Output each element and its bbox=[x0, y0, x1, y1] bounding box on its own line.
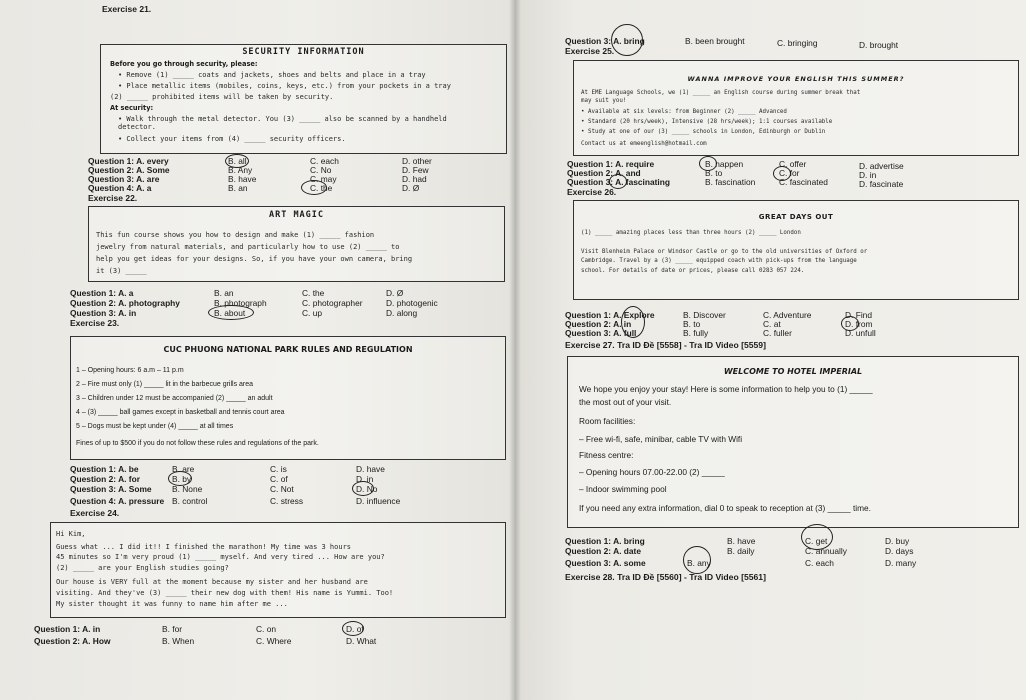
ex26-q2-b: B. to bbox=[683, 319, 701, 329]
ex23-q1-d: D. have bbox=[356, 464, 385, 474]
ex27-line-4: – Free wi-fi, safe, minibar, cable TV with Wifi bbox=[579, 434, 743, 444]
ex24-line-4: (2) _____ are your English studies going? bbox=[56, 564, 229, 572]
ex21-q2-b: B. Any bbox=[228, 165, 253, 175]
ex22-q3: Question 3: A. in bbox=[70, 308, 137, 318]
ex22-line-1: This fun course shows you how to design and make (1) _____ fashion bbox=[96, 231, 375, 239]
ex22-line-2: jewelry from natural materials, and particularly how to use (2) _____ to bbox=[96, 243, 400, 251]
answer-mark-circle bbox=[301, 180, 327, 195]
ex24-line-2: Guess what ... I did it!! I finished the marathon! My time was 3 hours bbox=[56, 543, 352, 551]
ex22-q2-c: C. photographer bbox=[302, 298, 363, 308]
ex24-q2: Question 2: A. How bbox=[34, 636, 111, 646]
ex23-q2-b: B. by bbox=[172, 474, 192, 484]
ex26-q2-d: D. from bbox=[845, 319, 873, 329]
ex27-q2-b: B. daily bbox=[727, 546, 755, 556]
ex26-q1-d: D. Find bbox=[845, 310, 872, 320]
ex22-q3-d: D. along bbox=[386, 308, 418, 318]
ex21-line-5: • Walk through the metal detector. You (3) _____ also be scanned by a handheld bbox=[118, 115, 447, 123]
ex27-line-7: – Indoor swimming pool bbox=[579, 484, 667, 494]
ex26-q2: Question 2: A. in bbox=[565, 319, 632, 329]
ex22-q3-b: B. about bbox=[214, 308, 246, 318]
ex27-q3-c: C. each bbox=[805, 558, 834, 568]
ex21-q4-c: C. the bbox=[310, 183, 333, 193]
ex21-q3-b: B. have bbox=[228, 174, 257, 184]
ex23-line-5: 5 – Dogs must be kept under (4) _____ at all times bbox=[76, 423, 234, 430]
ex25-line-6: Contact us at emeenglish@hotmail.com bbox=[581, 141, 707, 147]
ex26-q1-b: B. Discover bbox=[683, 310, 726, 320]
exercise-22-title: Exercise 22. bbox=[88, 193, 138, 203]
ex23-q3-b: B. None bbox=[172, 484, 203, 494]
ex25-q2-c: C. for bbox=[779, 168, 800, 178]
ex27-q3-b: B. any bbox=[687, 558, 711, 568]
ex26-q3-c: C. fuller bbox=[763, 328, 792, 338]
ex25-q1-c: C. offer bbox=[779, 159, 807, 169]
ex22-q1-c: C. the bbox=[302, 288, 325, 298]
ex24-line-1: Hi Kim, bbox=[56, 530, 86, 538]
ex25-line-3: • Available at six levels: from Beginner (2) _____ Advanced bbox=[581, 109, 787, 115]
ex23-q2-d: D. in bbox=[356, 474, 374, 484]
ex26-q3-b: B. fully bbox=[683, 328, 709, 338]
ex21-q4-d: D. Ø bbox=[402, 183, 420, 193]
ex22-q2: Question 2: A. photography bbox=[70, 298, 180, 308]
ex21-q4-b: B. an bbox=[228, 183, 248, 193]
exercise-28-title: Exercise 28. Tra ID Đề [5560] - Tra ID Video [5561] bbox=[565, 572, 766, 582]
ex27-q1: Question 1: A. bring bbox=[565, 536, 645, 546]
ex26-q1-c: C. Adventure bbox=[763, 310, 812, 320]
ex22-q2-d: D. photogenic bbox=[386, 298, 438, 308]
ex22-line-3: help you get ideas for your designs. So, if you have your own camera, bring bbox=[96, 255, 413, 263]
ex27-line-3: Room facilities: bbox=[579, 416, 636, 426]
ex24-line-5: Our house is VERY full at the moment because my sister and her husband are bbox=[56, 578, 368, 586]
answer-mark-circle bbox=[352, 481, 374, 496]
great-days-out-title: GREAT DAYS OUT bbox=[758, 213, 834, 221]
ex23-q4-b: B. control bbox=[172, 496, 208, 506]
answer-mark-circle bbox=[841, 316, 859, 331]
exercise-21-title: Exercise 21. bbox=[102, 4, 152, 14]
ex23-q2-c: C. of bbox=[270, 474, 288, 484]
ex24-q1: Question 1: A. in bbox=[34, 624, 101, 634]
ex25-line-2: may suit you! bbox=[581, 98, 627, 104]
ex25-line-5: • Study at one of our (3) _____ schools in London, Edinburgh or Dublin bbox=[581, 129, 826, 135]
ex27-q1-d: D. buy bbox=[885, 536, 910, 546]
ex21-line-7: • Collect your items from (4) _____ security officers. bbox=[118, 135, 346, 143]
ex25-q3-c: C. fascinated bbox=[779, 177, 828, 187]
ex24-q3-d: D. brought bbox=[859, 40, 899, 50]
ex26-q1: Question 1: A. Explore bbox=[565, 310, 655, 320]
ex25-q2: Question 2: A. and bbox=[567, 168, 641, 178]
ex24-q1-d: D. of bbox=[346, 624, 364, 634]
ex26-line-4: school. For details of date or prices, please call 0283 057 224. bbox=[581, 268, 805, 274]
ex24-q3-c: C. bringing bbox=[777, 38, 818, 48]
ex21-q2-c: C. No bbox=[310, 165, 332, 175]
book-fold-shadow bbox=[509, 0, 521, 700]
ex23-line-4: 4 – (3) _____ ball games except in basketball and tennis court area bbox=[76, 409, 285, 416]
ex21-q2-d: D. Few bbox=[402, 165, 429, 175]
ex25-q2-b: B. to bbox=[705, 168, 723, 178]
ex26-q3-d: D. unfull bbox=[845, 328, 876, 338]
ex21-line-2: • Place metallic items (mobiles, coins, keys, etc.) from your pockets in a tray bbox=[118, 82, 451, 90]
ex21-q3: Question 3: A. are bbox=[88, 174, 160, 184]
ex27-line-6: – Opening hours 07.00-22.00 (2) _____ bbox=[579, 467, 725, 477]
security-information-title: SECURITY INFORMATION bbox=[242, 47, 365, 57]
ex26-line-1: (1) _____ amazing places less than three hours (2) _____ London bbox=[581, 230, 801, 236]
ex23-line-3: 3 – Children under 12 must be accompanied (2) _____ an adult bbox=[76, 395, 273, 402]
ex21-q1-c: C. each bbox=[310, 156, 339, 166]
ex25-q1-d: D. advertise bbox=[859, 161, 904, 171]
ex23-q4-c: C. stress bbox=[270, 496, 304, 506]
exercise-25-title: Exercise 25. bbox=[565, 46, 615, 56]
ex27-q3-d: D. many bbox=[885, 558, 917, 568]
ex21-line-1: • Remove (1) _____ coats and jackets, shoes and belts and place in a tray bbox=[118, 71, 426, 79]
ex21-q1-d: D. other bbox=[402, 156, 432, 166]
ex25-line-4: • Standard (20 hrs/week), Intensive (28 hrs/week); 1:1 courses available bbox=[581, 119, 833, 125]
ex25-q2-d: D. in bbox=[859, 170, 877, 180]
ex25-q3: Question 3: A. fascinating bbox=[567, 177, 670, 187]
ex21-line-6: detector. bbox=[118, 123, 156, 131]
ex25-q3-b: B. fascination bbox=[705, 177, 756, 187]
ex27-q2-c: C. annually bbox=[805, 546, 847, 556]
ex27-q2-d: D. days bbox=[885, 546, 914, 556]
ex23-q4-d: D. influence bbox=[356, 496, 401, 506]
ex24-q3: Question 3: A. bring bbox=[565, 36, 645, 46]
ex24-q2-d: D. What bbox=[346, 636, 377, 646]
improve-english-title: WANNA IMPROVE YOUR ENGLISH THIS SUMMER? bbox=[687, 75, 905, 83]
exercise-24-title: Exercise 24. bbox=[70, 508, 120, 518]
ex21-q1: Question 1: A. every bbox=[88, 156, 169, 166]
answer-mark-circle bbox=[699, 156, 717, 171]
ex23-q1-b: B. are bbox=[172, 464, 195, 474]
ex23-q1-c: C. is bbox=[270, 464, 287, 474]
answer-mark-circle bbox=[208, 305, 254, 320]
ex27-line-8: If you need any extra information, dial 0 to speak to reception at (3) _____ time. bbox=[579, 503, 871, 513]
ex22-q1: Question 1: A. a bbox=[70, 288, 134, 298]
ex24-line-7: My sister thought it was funny to name him after me ... bbox=[56, 600, 288, 608]
ex27-line-2: the most out of your visit. bbox=[579, 397, 672, 407]
answer-mark-circle bbox=[342, 621, 364, 636]
ex23-q3-d: D. No bbox=[356, 484, 378, 494]
answer-mark-circle bbox=[773, 166, 791, 181]
ex27-q3: Question 3: A. some bbox=[565, 558, 646, 568]
ex23-q3-c: C. Not bbox=[270, 484, 294, 494]
ex27-line-1: We hope you enjoy your stay! Here is some information to help you to (1) _____ bbox=[579, 384, 873, 394]
ex23-q1: Question 1: A. be bbox=[70, 464, 139, 474]
ex21-q2: Question 2: A. Some bbox=[88, 165, 170, 175]
answer-mark-circle bbox=[611, 24, 643, 56]
right-page bbox=[515, 0, 1026, 700]
ex22-q1-d: D. Ø bbox=[386, 288, 404, 298]
art-magic-title: ART MAGIC bbox=[268, 210, 325, 220]
ex24-q1-b: B. for bbox=[162, 624, 183, 634]
ex22-line-4: it (3) _____ bbox=[96, 267, 147, 275]
exercise-26-title: Exercise 26. bbox=[567, 187, 617, 197]
ex25-q3-d: D. fascinate bbox=[859, 179, 904, 189]
ex25-q1: Question 1: A. require bbox=[567, 159, 655, 169]
answer-mark-circle bbox=[683, 546, 711, 574]
ex22-q1-b: B. an bbox=[214, 288, 234, 298]
ex24-q2-c: C. Where bbox=[256, 636, 292, 646]
ex27-q2: Question 2: A. date bbox=[565, 546, 642, 556]
ex24-q2-b: B. When bbox=[162, 636, 195, 646]
ex24-q3-b: B. been brought bbox=[685, 36, 745, 46]
answer-mark-circle bbox=[225, 154, 249, 168]
answer-mark-circle bbox=[801, 524, 833, 550]
park-rules-title: CUC PHUONG NATIONAL PARK RULES AND REGULATION bbox=[163, 345, 413, 354]
ex23-q4: Question 4: A. pressure bbox=[70, 496, 165, 506]
ex21-q4: Question 4: A. a bbox=[88, 183, 152, 193]
exercise-21-intro: Before you go through security, please: bbox=[110, 60, 258, 68]
exercise-23-title: Exercise 23. bbox=[70, 318, 120, 328]
exercise-27-title: Exercise 27. Tra ID Đề [5558] - Tra ID Video [5559] bbox=[565, 340, 766, 350]
ex25-q1-b: B. happen bbox=[705, 159, 744, 169]
ex24-line-3: 45 minutes so I'm very proud (1) _____ myself. And very tired ... How are you? bbox=[56, 553, 385, 561]
ex26-q3: Question 3: A. full bbox=[565, 328, 637, 338]
ex24-q1-c: C. on bbox=[256, 624, 277, 634]
answer-mark-circle bbox=[168, 471, 192, 486]
ex22-q3-c: C. up bbox=[302, 308, 323, 318]
ex21-q3-c: C. may bbox=[310, 174, 337, 184]
ex21-q3-d: D. had bbox=[402, 174, 427, 184]
ex21-q1-b: B. all bbox=[228, 156, 247, 166]
ex26-line-3: Cambridge. Travel by a (3) _____ equipped coach with pick-ups from the language bbox=[581, 258, 857, 264]
ex23-line-6: Fines of up to $500 if you do not follow these rules and regulations of the park. bbox=[76, 440, 319, 447]
answer-mark-circle bbox=[621, 306, 645, 338]
ex23-line-2: 2 – Fire must only (1) _____ lit in the barbecue grills area bbox=[76, 381, 254, 388]
ex26-q2-c: C. at bbox=[763, 319, 781, 329]
ex23-line-1: 1 – Opening hours: 6 a.m – 11 p.m bbox=[76, 367, 184, 374]
ex27-q1-b: B. have bbox=[727, 536, 756, 546]
hotel-imperial-title: WELCOME TO HOTEL IMPERIAL bbox=[723, 367, 863, 376]
ex27-q1-c: C. get bbox=[805, 536, 828, 546]
ex21-line-3: (2) _____ prohibited items will be taken by security. bbox=[110, 93, 334, 101]
ex21-line-4: At security: bbox=[110, 104, 154, 112]
ex27-line-5: Fitness centre: bbox=[579, 450, 634, 460]
ex26-line-2: Visit Blenheim Palace or Windsor Castle or go to the old universities of Oxford or bbox=[581, 249, 868, 255]
ex23-q3: Question 3: A. Some bbox=[70, 484, 152, 494]
ex25-line-1: At EME Language Schools, we (1) _____ an English course during summer break that bbox=[581, 90, 861, 96]
ex24-line-6: visiting. And they've (3) _____ their new dog with them! His name is Yummi. Too! bbox=[56, 589, 394, 597]
ex23-q2: Question 2: A. for bbox=[70, 474, 140, 484]
ex22-q2-b: B. photograph bbox=[214, 298, 267, 308]
